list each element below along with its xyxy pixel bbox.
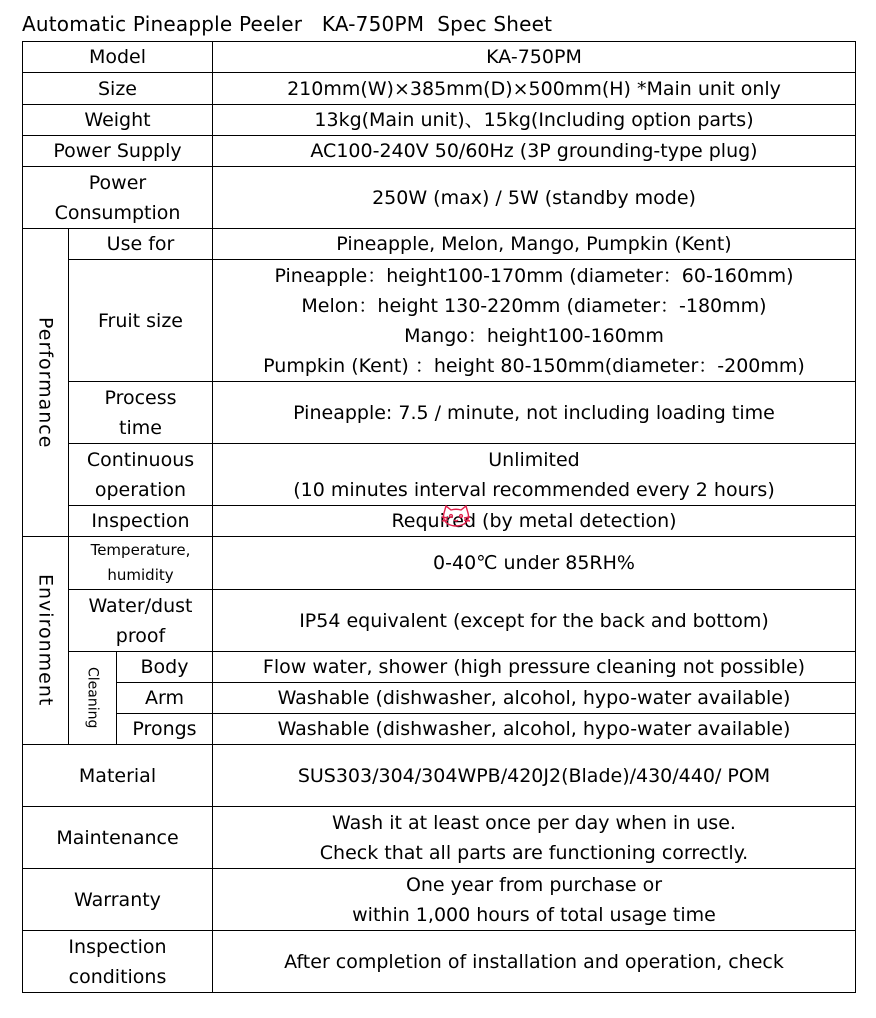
power-consumption-value: 250W (max) / 5W (standby mode) [213,167,856,229]
row-material [23,745,856,807]
model-value: KA-750PM [213,42,856,73]
fruit-size-label: Fruit size [69,260,213,382]
fruit-size-melon: Melon：height 130-220mm (diameter：-180mm) [301,294,767,317]
continuous-operation-value [213,444,856,506]
environment-group-label: Environment [23,537,69,745]
warranty-value [213,869,856,931]
cleaning-group-label: Cleaning [69,652,117,745]
row-fruit-size [23,260,856,382]
row-cleaning-body [23,652,856,683]
cleaning-prongs-value: Washable (dishwasher, alcohol, hypo-water available) [213,714,856,745]
temperature-label-line2: humidity [107,566,174,584]
inspection-conditions-label-line1: Inspection [68,935,167,958]
power-consumption-label-line1: Power [88,171,147,194]
inspection-conditions-value: After completion of installation and operation, check [213,931,856,993]
row-use-for [23,229,856,260]
row-continuous-operation [23,444,856,506]
weight-label: Weight [23,105,213,136]
row-inspection-conditions [23,931,856,993]
water-dust-label [69,590,213,652]
fruit-size-pineapple: Pineapple：height100-170mm (diameter：60-160mm) [274,264,794,287]
row-power-consumption [23,167,856,229]
row-cleaning-arm [23,683,856,714]
material-label: Material [23,745,213,807]
row-cleaning-prongs [23,714,856,745]
size-value: 210mm(W)×385mm(D)×500mm(H) *Main unit only [213,73,856,105]
row-weight [23,105,856,136]
row-water-dust [23,590,856,652]
inspection-conditions-label-line2: conditions [68,965,167,988]
process-time-value: Pineapple: 7.5 / minute, not including loading time [213,382,856,444]
continuous-operation-label [69,444,213,506]
inspection-value: Required (by metal detection) [213,506,856,537]
power-supply-value: AC100-240V 50/60Hz (3P grounding-type plug) [213,136,856,167]
material-value: SUS303/304/304WPB/420J2(Blade)/430/440/ POM [213,745,856,807]
spec-table [22,41,856,993]
maintenance-value [213,807,856,869]
row-inspection [23,506,856,537]
page-title: Automatic Pineapple Peeler KA-750PM Spec Sheet [22,12,553,36]
cleaning-prongs-label: Prongs [117,714,213,745]
performance-group-label: Performance [23,229,69,537]
cleaning-body-value: Flow water, shower (high pressure cleaning not possible) [213,652,856,683]
model-label: Model [23,42,213,73]
use-for-value: Pineapple, Melon, Mango, Pumpkin (Kent) [213,229,856,260]
row-temperature [23,537,856,590]
water-dust-value: IP54 equivalent (except for the back and bottom) [213,590,856,652]
maintenance-value-line2: Check that all parts are functioning correctly. [319,841,749,864]
process-time-label-line2: time [119,416,162,439]
temperature-value: 0-40℃ under 85RH% [213,537,856,590]
water-dust-label-line2: proof [115,624,166,647]
inspection-label: Inspection [69,506,213,537]
row-model [23,42,856,73]
size-label: Size [23,73,213,105]
weight-value: 13kg(Main unit)、15kg(Including option parts) [213,105,856,136]
cleaning-arm-value: Washable (dishwasher, alcohol, hypo-water available) [213,683,856,714]
continuous-operation-value-line2: (10 minutes interval recommended every 2 hours) [293,478,775,501]
warranty-label: Warranty [23,869,213,931]
power-consumption-label [23,167,213,229]
water-dust-label-line1: Water/dust [88,594,193,617]
process-time-label-line1: Process [104,386,177,409]
temperature-label-line1: Temperature, [90,541,191,559]
temperature-label [69,537,213,590]
fruit-size-value [213,260,856,382]
row-maintenance [23,807,856,869]
maintenance-label: Maintenance [23,807,213,869]
row-warranty [23,869,856,931]
continuous-operation-value-line1: Unlimited [488,448,580,471]
power-supply-label: Power Supply [23,136,213,167]
row-power-supply [23,136,856,167]
power-consumption-label-line2: Consumption [54,201,181,224]
process-time-label [69,382,213,444]
warranty-value-line2: within 1,000 hours of total usage time [352,903,716,926]
maintenance-value-line1: Wash it at least once per day when in use. [332,811,736,834]
continuous-operation-label-line1: Continuous [86,448,195,471]
inspection-conditions-label [23,931,213,993]
cleaning-arm-label: Arm [117,683,213,714]
row-process-time [23,382,856,444]
fruit-size-pumpkin: Pumpkin (Kent) ：height 80-150mm(diameter：-200mm) [263,354,805,377]
continuous-operation-label-line2: operation [94,478,187,501]
use-for-label: Use for [69,229,213,260]
row-size [23,73,856,105]
fruit-size-mango: Mango：height100-160mm [404,324,664,347]
warranty-value-line1: One year from purchase or [405,873,663,896]
cleaning-body-label: Body [117,652,213,683]
